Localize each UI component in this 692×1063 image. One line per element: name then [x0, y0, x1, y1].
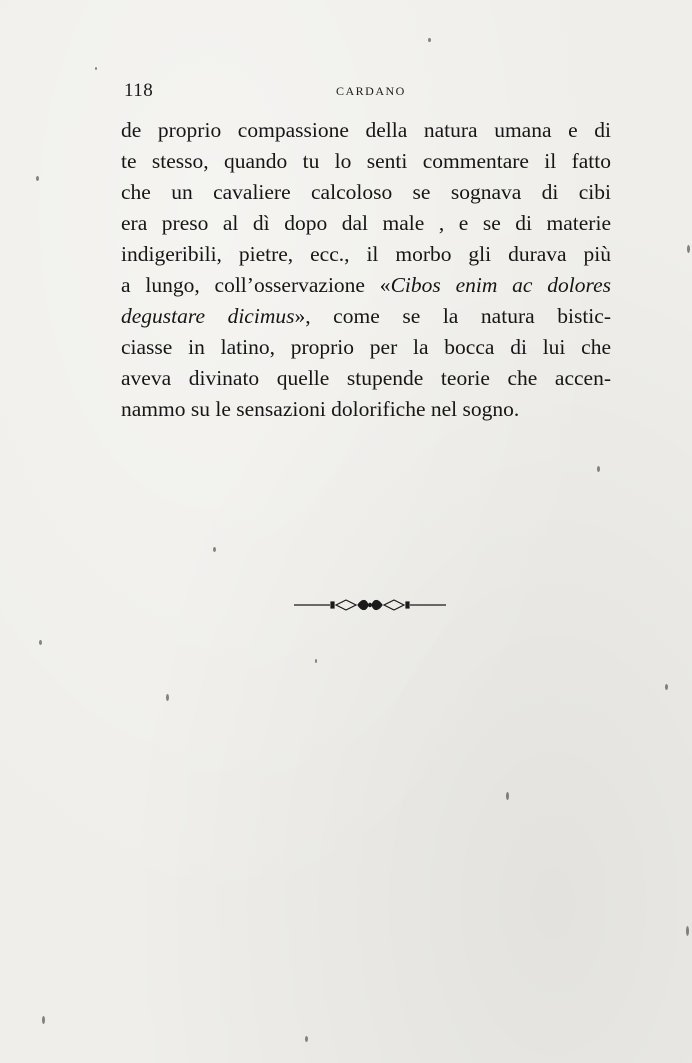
text-line: era preso al dì dopo dal male , e se di materie [121, 211, 611, 235]
paper-speck [95, 67, 97, 70]
page-header [124, 80, 424, 104]
paper-speck [213, 547, 216, 552]
text-line: ciasse in latino, proprio per la bocca di lui che [121, 335, 611, 359]
text-line: nammo su le sensazioni dolorifiche nel sogno. [121, 397, 520, 421]
text-line: che un cavaliere calcoloso se sognava di cibi [121, 180, 611, 204]
paper-speck [166, 694, 169, 701]
text-line-mixed [121, 270, 611, 301]
text-line: de proprio compassione della natura umana e di [121, 118, 611, 142]
paper-speck [39, 640, 42, 645]
paper-speck [315, 659, 317, 663]
running-head: CARDANO [336, 84, 406, 98]
paper-speck [686, 926, 689, 936]
paper-speck [506, 792, 509, 800]
text-line: aveva divinato quelle stupende teorie che accen- [121, 366, 611, 390]
fleuron-divider-icon [294, 596, 446, 614]
text-line: te stesso, quando tu lo senti commentare il fatto [121, 149, 611, 173]
paper-speck [305, 1036, 308, 1042]
text-line-mixed [121, 301, 611, 332]
paper-speck [665, 684, 668, 690]
page-number: 118 [124, 80, 154, 101]
latin-quote: degustare dicimus [121, 304, 295, 328]
body-paragraph [121, 115, 611, 425]
paper-speck [36, 176, 39, 181]
latin-quote: Cibos enim ac dolores [390, 273, 612, 297]
text-run: a lungo, coll’osservazione « [121, 273, 391, 297]
text-line: indigeribili, pietre, ecc., il morbo gli durava più [121, 242, 611, 266]
text-run: », come se la natura bistic- [294, 304, 611, 328]
paper-speck [597, 466, 600, 472]
paper-speck [428, 38, 431, 42]
paper-speck [42, 1016, 45, 1024]
paper-speck [687, 245, 690, 253]
